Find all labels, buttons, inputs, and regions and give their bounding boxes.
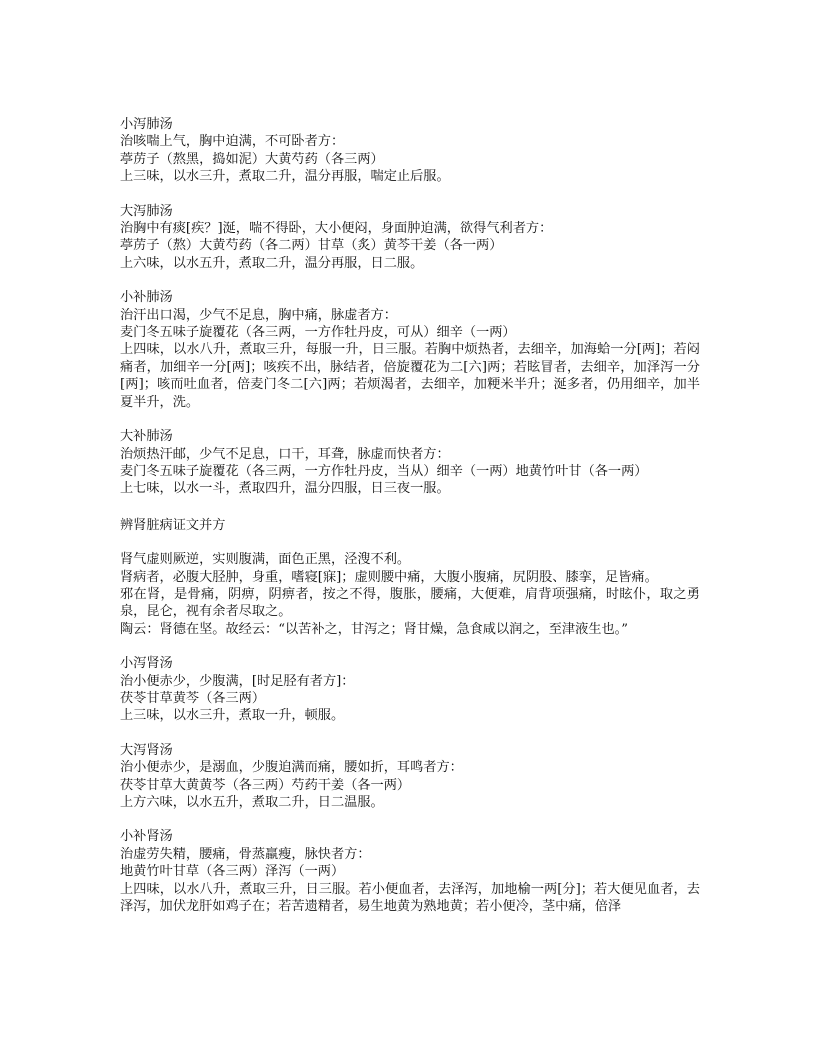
formula-herbs: 地黄竹叶甘草（各三两）泽泻（一两） [120,864,345,880]
formula-herbs: 茯苓甘草黄芩（各三两） [120,690,266,706]
formula-method: 上六味，以水五升，煮取二升，温分再服，日二服。 [120,255,424,271]
formula-herbs: 麦门冬五味子旋覆花（各三两，一方作牡丹皮，当从）细辛（一两）地黄竹叶甘（各一两） [120,463,648,479]
formula-indication: 治烦热汗邮，少气不足息，口干，耳聋，脉虚而快者方： [120,446,450,462]
paragraph: 邪在肾，是骨痛，阴痹，阴痹者，按之不得，腹胀，腰痛，大便难，肩背项强痛，时眩仆，取之勇泉，昆仑，视有余者尽取之。 [120,586,700,620]
formula-herbs: 葶苈子（熬黑，捣如泥）大黄芍药（各三两） [120,151,384,167]
formula-method: 上七味，以水一斗，煮取四升，温分四服，日三夜一服。 [120,481,450,497]
formula-title: 小泻肺汤 [120,117,173,132]
formula-da-bu-fei-tang [120,428,700,498]
formula-indication: 治小便赤少，是溺血，少腹迫满而痛，腰如折，耳鸣者方： [120,760,463,776]
section-heading: 辨肾脏病证文并方 [120,517,226,533]
formula-method: 上四味，以水八升，煮取三升，日三服。若小便血者，去泽泻，加地榆一两[分]；若大便见血者，去泽泻，加伏龙肝如鸡子在；若苦遗精者，易生地黄为熟地黄；若小便冷，茎中痛，倍泽 [120,881,700,915]
kidney-section [120,517,700,638]
formula-indication: 治汗出口渴，少气不足息，胸中痛，脉虚者方： [120,307,397,323]
paragraph: 陶云：肾德在坚。故经云：“以苦补之，甘泻之；肾甘燥，急食咸以润之，至津液生也。” [120,621,629,637]
paragraph: 肾气虚则厥逆，实则腹满，面色正黑，泾溲不利。 [120,552,411,568]
formula-xiao-bu-fei-tang [120,289,700,411]
formula-method: 上三味，以水三升，煮取二升，温分再服，喘定止后服。 [120,169,450,185]
formula-method: 上三味，以水三升，煮取一升，顿服。 [120,708,345,724]
paragraph: 肾病者，必腹大胫肿，身重，嗜寝[寐]；虚则腰中痛，大腹小腹痛，尻阴股、膝挛，足皆痛。 [120,569,658,585]
formula-indication: 治小便赤少，少腹满，[时足胫有者方]： [120,673,355,689]
formula-title: 大泻肾汤 [120,742,173,758]
formula-indication: 治咳喘上气，胸中迫满，不可卧者方： [120,134,345,150]
formula-xiao-xie-fei-tang [120,116,700,186]
formula-method: 上四味，以水八升，煮取三升，每服一升，日三服。若胸中烦热者，去细辛，加海蛤一分[两]；若闷痛者，加细辛一分[两]；咳疾不出，脉结者，倍旋覆花为二[六]两；若眩冒者，去细辛，加泽泻一分[两]；咳而吐血者，倍麦门冬二[六]两；若烦渴者，去细辛，加粳米半升；涎多者，仍用细辛，加半夏半升，洗。 [120,342,700,410]
formula-da-xie-shen-tang [120,742,700,812]
formula-indication: 治虚劳失精，腰痛，骨蒸羸瘦，脉快者方： [120,846,371,862]
formula-indication: 治胸中有痰[疾？]涎，喘不得卧，大小便闷，身面肿迫满，欲得气利者方： [120,221,553,237]
formula-da-xie-fei-tang [120,203,700,273]
formula-xiao-bu-shen-tang [120,828,700,915]
formula-title: 大泻肺汤 [120,203,173,219]
formula-title: 小泻肾汤 [120,656,173,672]
formula-herbs: 葶苈子（熬）大黄芍药（各二两）甘草（炙）黄芩干姜（各一两） [120,238,503,254]
formula-title: 小补肺汤 [120,290,173,306]
document-page [120,116,700,915]
formula-xiao-xie-shen-tang [120,655,700,725]
formula-title: 大补肺汤 [120,429,173,445]
formula-title: 小补肾汤 [120,829,173,845]
formula-herbs: 茯苓甘草大黄黄芩（各三两）芍药干姜（各一两） [120,777,411,793]
formula-herbs: 麦门冬五味子旋覆花（各三两，一方作牡丹皮，可从）细辛（一两） [120,325,516,341]
formula-method: 上方六味，以水五升，煮取二升，日二温服。 [120,795,384,810]
